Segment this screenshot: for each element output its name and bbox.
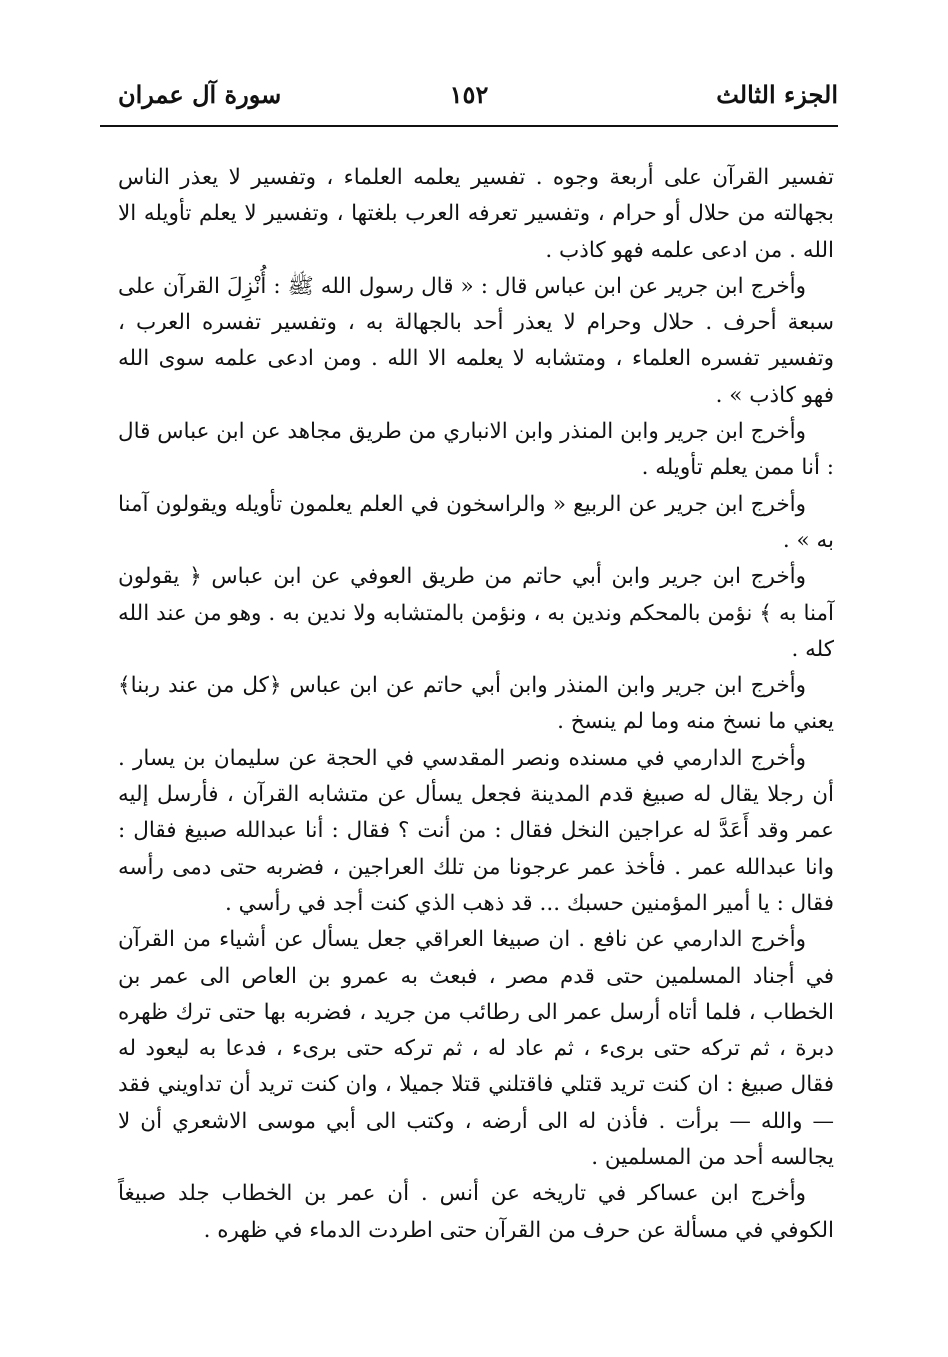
paragraph-2: وأخرج ابن جرير عن ابن عباس قال : « قال رسول الله ﷺ : أُنْزِلَ القرآن على سبعة أحرف . حلال وحرام لا يعذر أحد بالجهالة به ، وتفسير تفسره العرب ، وتفسير تفسره العلماء ، ومتشابه لا يعلمه الا الله . ومن ادعى علمه سوى الله فهو كاذب » . (118, 273, 834, 408)
header-divider (100, 125, 838, 127)
paragraph-6: وأخرج ابن جرير وابن المنذر وابن أبي حاتم عن ابن عباس ﴿كل من عند ربنا﴾ يعني ما نسخ منه وما لم ينسخ . (118, 673, 834, 735)
paragraph-9: وأخرج ابن عساكر في تاريخه عن أنس . أن عمر بن الخطاب جلد صبيغاً الكوفي في مسألة عن حرف من القرآن حتى اطردت الدماء في ظهره . (118, 1181, 834, 1243)
page-header (100, 80, 838, 126)
paragraph-4: وأخرج ابن جرير عن الربيع « والراسخون في العلم يعلمون تأويله ويقولون آمنا به » . (118, 491, 834, 553)
paragraph-3: وأخرج ابن جرير وابن المنذر وابن الانباري من طريق مجاهد عن ابن عباس قال : أنا ممن يعلم تأويله . (118, 419, 834, 481)
part-title: الجزء الثالث (716, 80, 838, 109)
paragraph-8: وأخرج الدارمي عن نافع . ان صبيغا العراقي جعل يسأل عن أشياء من القرآن في أجناد المسلمين حتى قدم مصر ، فبعث به عمرو بن العاص الى عمر بن الخطاب ، فلما أتاه أرسل عمر الى رطائب من جريد ، فضربه بها حتى ترك ظهره دبرة ، ثم تركه حتى برىء ، ثم عاد له ، ثم تركه حتى برىء ، فدعا به ليعود له فقال صبيغ : ان كنت تريد قتلي فاقتلني قتلا جميلا ، وان كنت تريد أن تداويني فقد — والله — برأت . فأذن له الى أرضه ، وكتب الى أبي موسى الاشعري أن لا يجالسه أحد من المسلمين . (118, 927, 834, 1171)
surah-title: سورة آل عمران (118, 80, 282, 109)
paragraph-7: وأخرج الدارمي في مسنده ونصر المقدسي في الحجة عن سليمان بن يسار . أن رجلا يقال له صبيغ قدم المدينة فجعل يسأل عن متشابه القرآن ، فأرسل إليه عمر وقد أَعَدَّ له عراجين النخل فقال : من أنت ؟ فقال : أنا عبدالله صبيغ فقال : وانا عبدالله عمر . فأخذ عمر عرجونا من تلك العراجين ، فضربه حتى دمى رأسه فقال : يا أمير المؤمنين حسبك ... قد ذهب الذي كنت أجد في رأسي . (118, 745, 834, 916)
paragraph-5: وأخرج ابن جرير وابن أبي حاتم من طريق العوفي عن ابن عباس ﴿ يقولون آمنا به ﴾ نؤمن بالمحكم وندين به ، ونؤمن بالمتشابه ولا ندين به . وهو من عند الله كله . (118, 564, 834, 662)
paragraph-1: تفسير القرآن على أربعة وجوه . تفسير يعلمه العلماء ، وتفسير لا يعذر الناس بجهالته من حلال أو حرام ، وتفسير تعرفه العرب بلغتها ، وتفسير لا يعلم تأويله الا الله . من ادعى علمه فهو كاذب . (118, 165, 834, 263)
page-number: ١٥٢ (449, 80, 489, 109)
page-body (118, 160, 834, 1249)
